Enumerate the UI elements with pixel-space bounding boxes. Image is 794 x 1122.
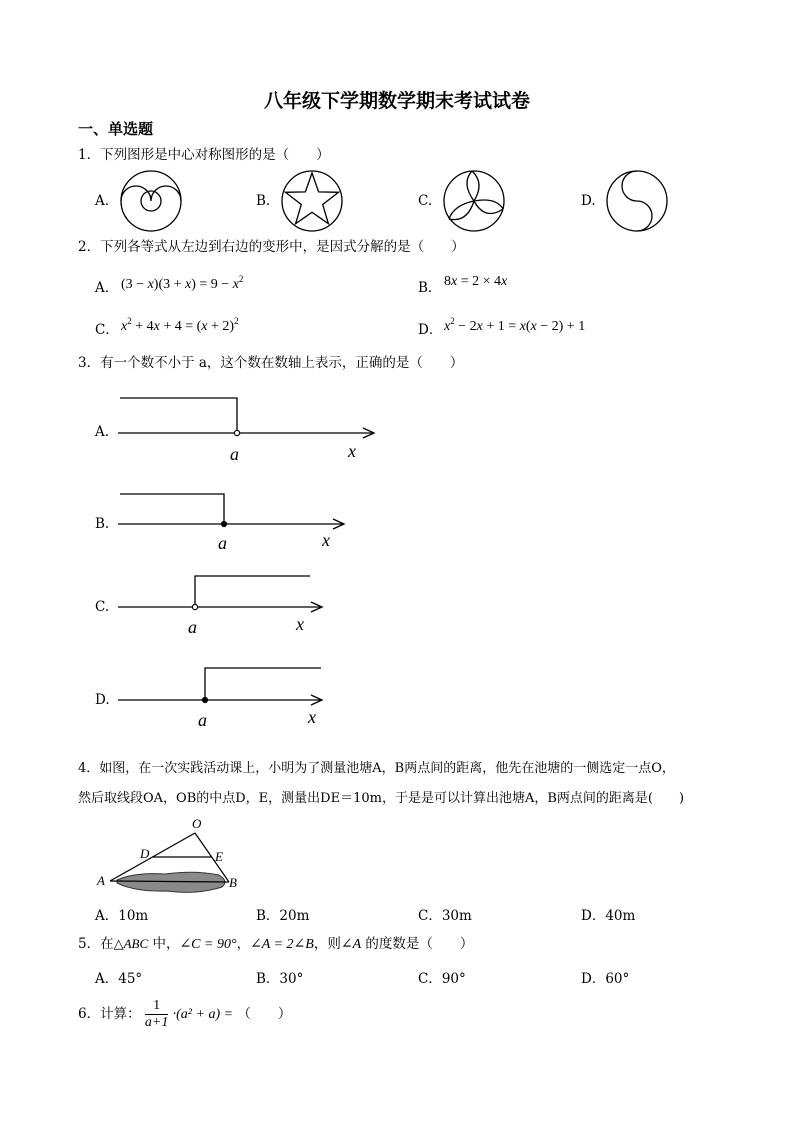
question-6-stem — [78, 996, 291, 1033]
q1-figure-c — [441, 169, 509, 233]
q5-triangle: △ABC — [113, 936, 149, 951]
q5-mid2: ，则 — [313, 936, 341, 952]
q2-option-c-label: C． — [95, 322, 119, 338]
q3-number-line-b — [118, 488, 353, 548]
q6-fraction — [145, 998, 168, 1031]
q2-option-c-expr: $x^2 + 4x + 4 = (x + 2)^2$ — [121, 316, 239, 334]
q3-c-axis-label: x — [296, 614, 304, 634]
question-3-stem: 3．有一个数不小于 a，这个数在数轴上表示，正确的是（ ） — [78, 355, 464, 371]
q6-prefix: 6．计算： — [78, 1006, 141, 1022]
q3-b-point-label: a — [218, 533, 227, 553]
q3-option-b-label: B. — [95, 516, 110, 532]
q1-option-b-label: B. — [256, 193, 271, 209]
q3-a-axis-label: x — [348, 441, 356, 461]
question-4-stem-line1: 4．如图，在一次实践活动课上，小明为了测量池塘A，B两点间的距离，他先在池塘的一侧选定一点O， — [78, 761, 675, 776]
q3-number-line-d — [118, 662, 333, 712]
q5-option-d: D．60° — [581, 971, 630, 987]
section-heading: 一、单选题 — [78, 120, 154, 138]
question-1-stem: 1．下列图形是中心对称图形的是（ ） — [78, 147, 330, 163]
q1-option-d-label: D. — [581, 193, 596, 209]
q1-option-c-label: C. — [418, 193, 433, 209]
q2-option-a-expr: $(3 - x)(3 + x) = 9 - x^2$ — [121, 274, 244, 292]
q3-number-line-a — [118, 392, 383, 472]
q5-mid1: 中， — [148, 936, 180, 952]
q3-d-point-label: a — [198, 710, 207, 730]
q4-option-a: A．10m — [95, 908, 149, 924]
page-title: 八年级下学期数学期末考试试卷 — [263, 90, 530, 112]
q3-c-point-label: a — [188, 617, 197, 637]
q2-option-d-expr: $x^2 - 2x + 1 = x(x - 2) + 1$ — [444, 316, 586, 334]
q6-fraction-numerator: 1 — [145, 998, 168, 1015]
q6-expression: ·(a² + a) = — [172, 1007, 234, 1022]
q3-option-c-label: C. — [95, 599, 110, 615]
q2-option-d-label: D． — [418, 322, 443, 338]
q3-d-axis-label: x — [308, 707, 316, 727]
q5-angle: ∠A — [340, 937, 362, 952]
q3-option-d-label: D. — [95, 692, 110, 708]
q3-a-point-label: a — [230, 444, 239, 464]
q2-option-b-label: B． — [418, 280, 442, 296]
q4-label-b: B — [229, 875, 237, 890]
q5-option-b: B．30° — [256, 971, 304, 987]
q5-condition-c: ∠C = 90° — [179, 937, 237, 952]
q4-label-d: D — [140, 846, 150, 861]
q4-label-o: O — [192, 816, 202, 831]
q5-condition-a: ∠A = 2∠B — [250, 937, 314, 952]
q4-label-e: E — [215, 849, 223, 864]
question-2-stem: 2．下列各等式从左边到右边的变形中，是因式分解的是（ ） — [78, 239, 465, 255]
q5-option-a: A．45° — [95, 971, 143, 987]
q1-option-a-label: A. — [95, 193, 110, 209]
question-5-stem — [78, 935, 473, 954]
q3-number-line-c — [118, 570, 333, 620]
q4-option-b: B．20m — [256, 908, 310, 924]
q1-figure-d — [604, 169, 672, 233]
q2-option-a-label: A． — [95, 280, 119, 296]
q4-option-d: D．40m — [581, 908, 636, 924]
q1-figure-a — [118, 169, 186, 233]
q2-option-b-expr: 8x = 2 × 4x — [444, 274, 508, 289]
q4-option-c: C．30m — [418, 908, 472, 924]
q1-figure-b — [279, 169, 347, 233]
question-4-stem-line2: 然后取线段OA，OB的中点D，E，测量出DE＝10m，于是是可以计算出池塘A，B两点间的距离是( ) — [78, 791, 685, 806]
q5-option-c: C．90° — [418, 971, 466, 987]
q3-option-a-label: A. — [95, 424, 110, 440]
q5-prefix: 5．在 — [78, 936, 114, 952]
q6-fraction-denominator: a+1 — [144, 1015, 169, 1030]
q3-b-axis-label: x — [322, 530, 330, 550]
q5-separator: ， — [236, 936, 251, 952]
q5-suffix: 的度数是（ ） — [361, 936, 474, 952]
q4-label-a: A — [97, 873, 105, 888]
q6-suffix: （ ） — [237, 1006, 292, 1022]
